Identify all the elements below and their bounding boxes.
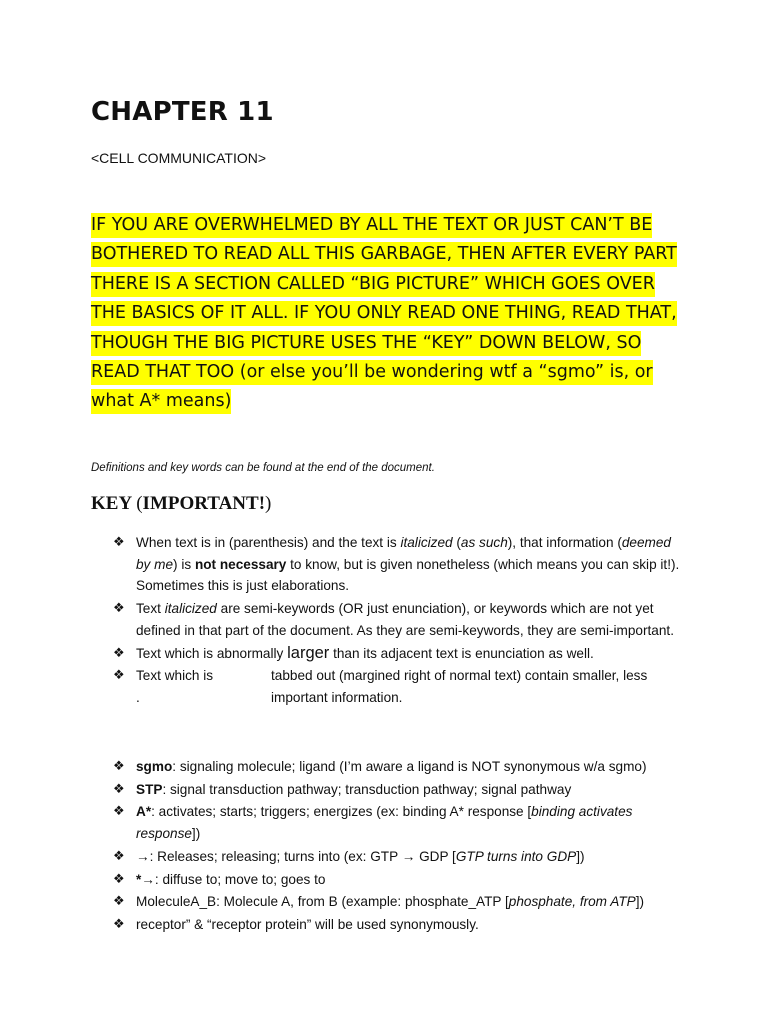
list-item: ❖ STP: signal transduction pathway; transduction pathway; signal pathway xyxy=(113,779,683,801)
star-arrow-icon: *→ xyxy=(136,871,155,887)
diamond-bullet-icon: ❖ xyxy=(113,535,125,550)
list-item: ❖ →: Releases; releasing; turns into (ex: GTP → GDP [GTP turns into GDP]) xyxy=(113,846,683,868)
diamond-bullet-icon: ❖ xyxy=(113,645,125,661)
chapter-subtitle: <CELL COMMUNICATION> xyxy=(91,150,267,166)
list-item: ❖ sgmo: signaling molecule; ligand (I’m aware a ligand is NOT synonymous w/a sgmo) xyxy=(113,756,683,778)
key-heading-important: IMPORTANT! xyxy=(142,493,266,514)
list-item: ❖ *→: diffuse to; move to; goes to xyxy=(113,869,683,891)
highlighted-warning xyxy=(91,211,691,417)
key-rules-list xyxy=(113,532,683,710)
diamond-bullet-icon: ❖ xyxy=(113,668,125,684)
key-heading-main: KEY xyxy=(91,493,132,514)
key-heading-paren-open: ( xyxy=(136,493,143,514)
list-item: ❖ Text italicized are semi-keywords (OR just enunciation), or keywords which are not yet defined in that part of the document. As they are semi-keywords, they are semi-important. xyxy=(113,598,683,641)
diamond-bullet-icon: ❖ xyxy=(113,759,125,774)
list-item: ❖ receptor” & “receptor protein” will be used synonymously. xyxy=(113,914,683,936)
key-heading xyxy=(91,491,271,517)
diamond-bullet-icon: ❖ xyxy=(113,848,125,864)
warning-highlight-text: IF YOU ARE OVERWHELMED BY ALL THE TEXT OR JUST CAN’T BE BOTHERED TO READ ALL THIS GARBAGE, THEN AFTER EVERY PART THERE IS A SECTION CALLED “BIG PICTURE” WHICH GOES OVER THE BASICS OF IT ALL. IF YOU ONLY READ ONE THING, READ THAT, THOUGH THE BIG PICTURE USES THE “KEY” DOWN BELOW, SO READ THAT TOO (or else you’ll be wondering wtf a “sgmo” is, or what A* means) xyxy=(91,213,677,414)
list-item: ❖ Text which is abnormally larger than its adjacent text is enunciation as well. xyxy=(113,643,683,665)
diamond-bullet-icon: ❖ xyxy=(113,871,125,887)
list-item: ❖ A*: activates; starts; triggers; energizes (ex: binding A* response [binding activates response]) xyxy=(113,801,683,844)
key-heading-paren-close: ) xyxy=(265,493,272,514)
diamond-bullet-icon: ❖ xyxy=(113,916,125,932)
definitions-note: Definitions and key words can be found at the end of the document. xyxy=(91,462,435,474)
list-item: ❖ MoleculeA_B: Molecule A, from B (example: phosphate_ATP [phosphate, from ATP]) xyxy=(113,891,683,913)
diamond-bullet-icon: ❖ xyxy=(113,781,125,797)
list-item: ❖ When text is in (parenthesis) and the text is italicized (as such), that information (deemed by me) is not necessary to know, but is given nonetheless (which means you can skip it!). Sometimes this is just elaborations. xyxy=(113,532,683,597)
list-item xyxy=(113,665,683,708)
chapter-title: CHAPTER 11 xyxy=(91,97,274,127)
tabbed-example: Text which is . tabbed out (margined right of normal text) contain smaller, less important information. xyxy=(136,668,648,705)
key-definitions-list xyxy=(113,756,683,937)
diamond-bullet-icon: ❖ xyxy=(113,601,125,617)
arrow-icon: → xyxy=(136,848,150,864)
diamond-bullet-icon: ❖ xyxy=(113,894,125,910)
enlarged-word: larger xyxy=(287,643,330,662)
diamond-bullet-icon: ❖ xyxy=(113,804,125,820)
